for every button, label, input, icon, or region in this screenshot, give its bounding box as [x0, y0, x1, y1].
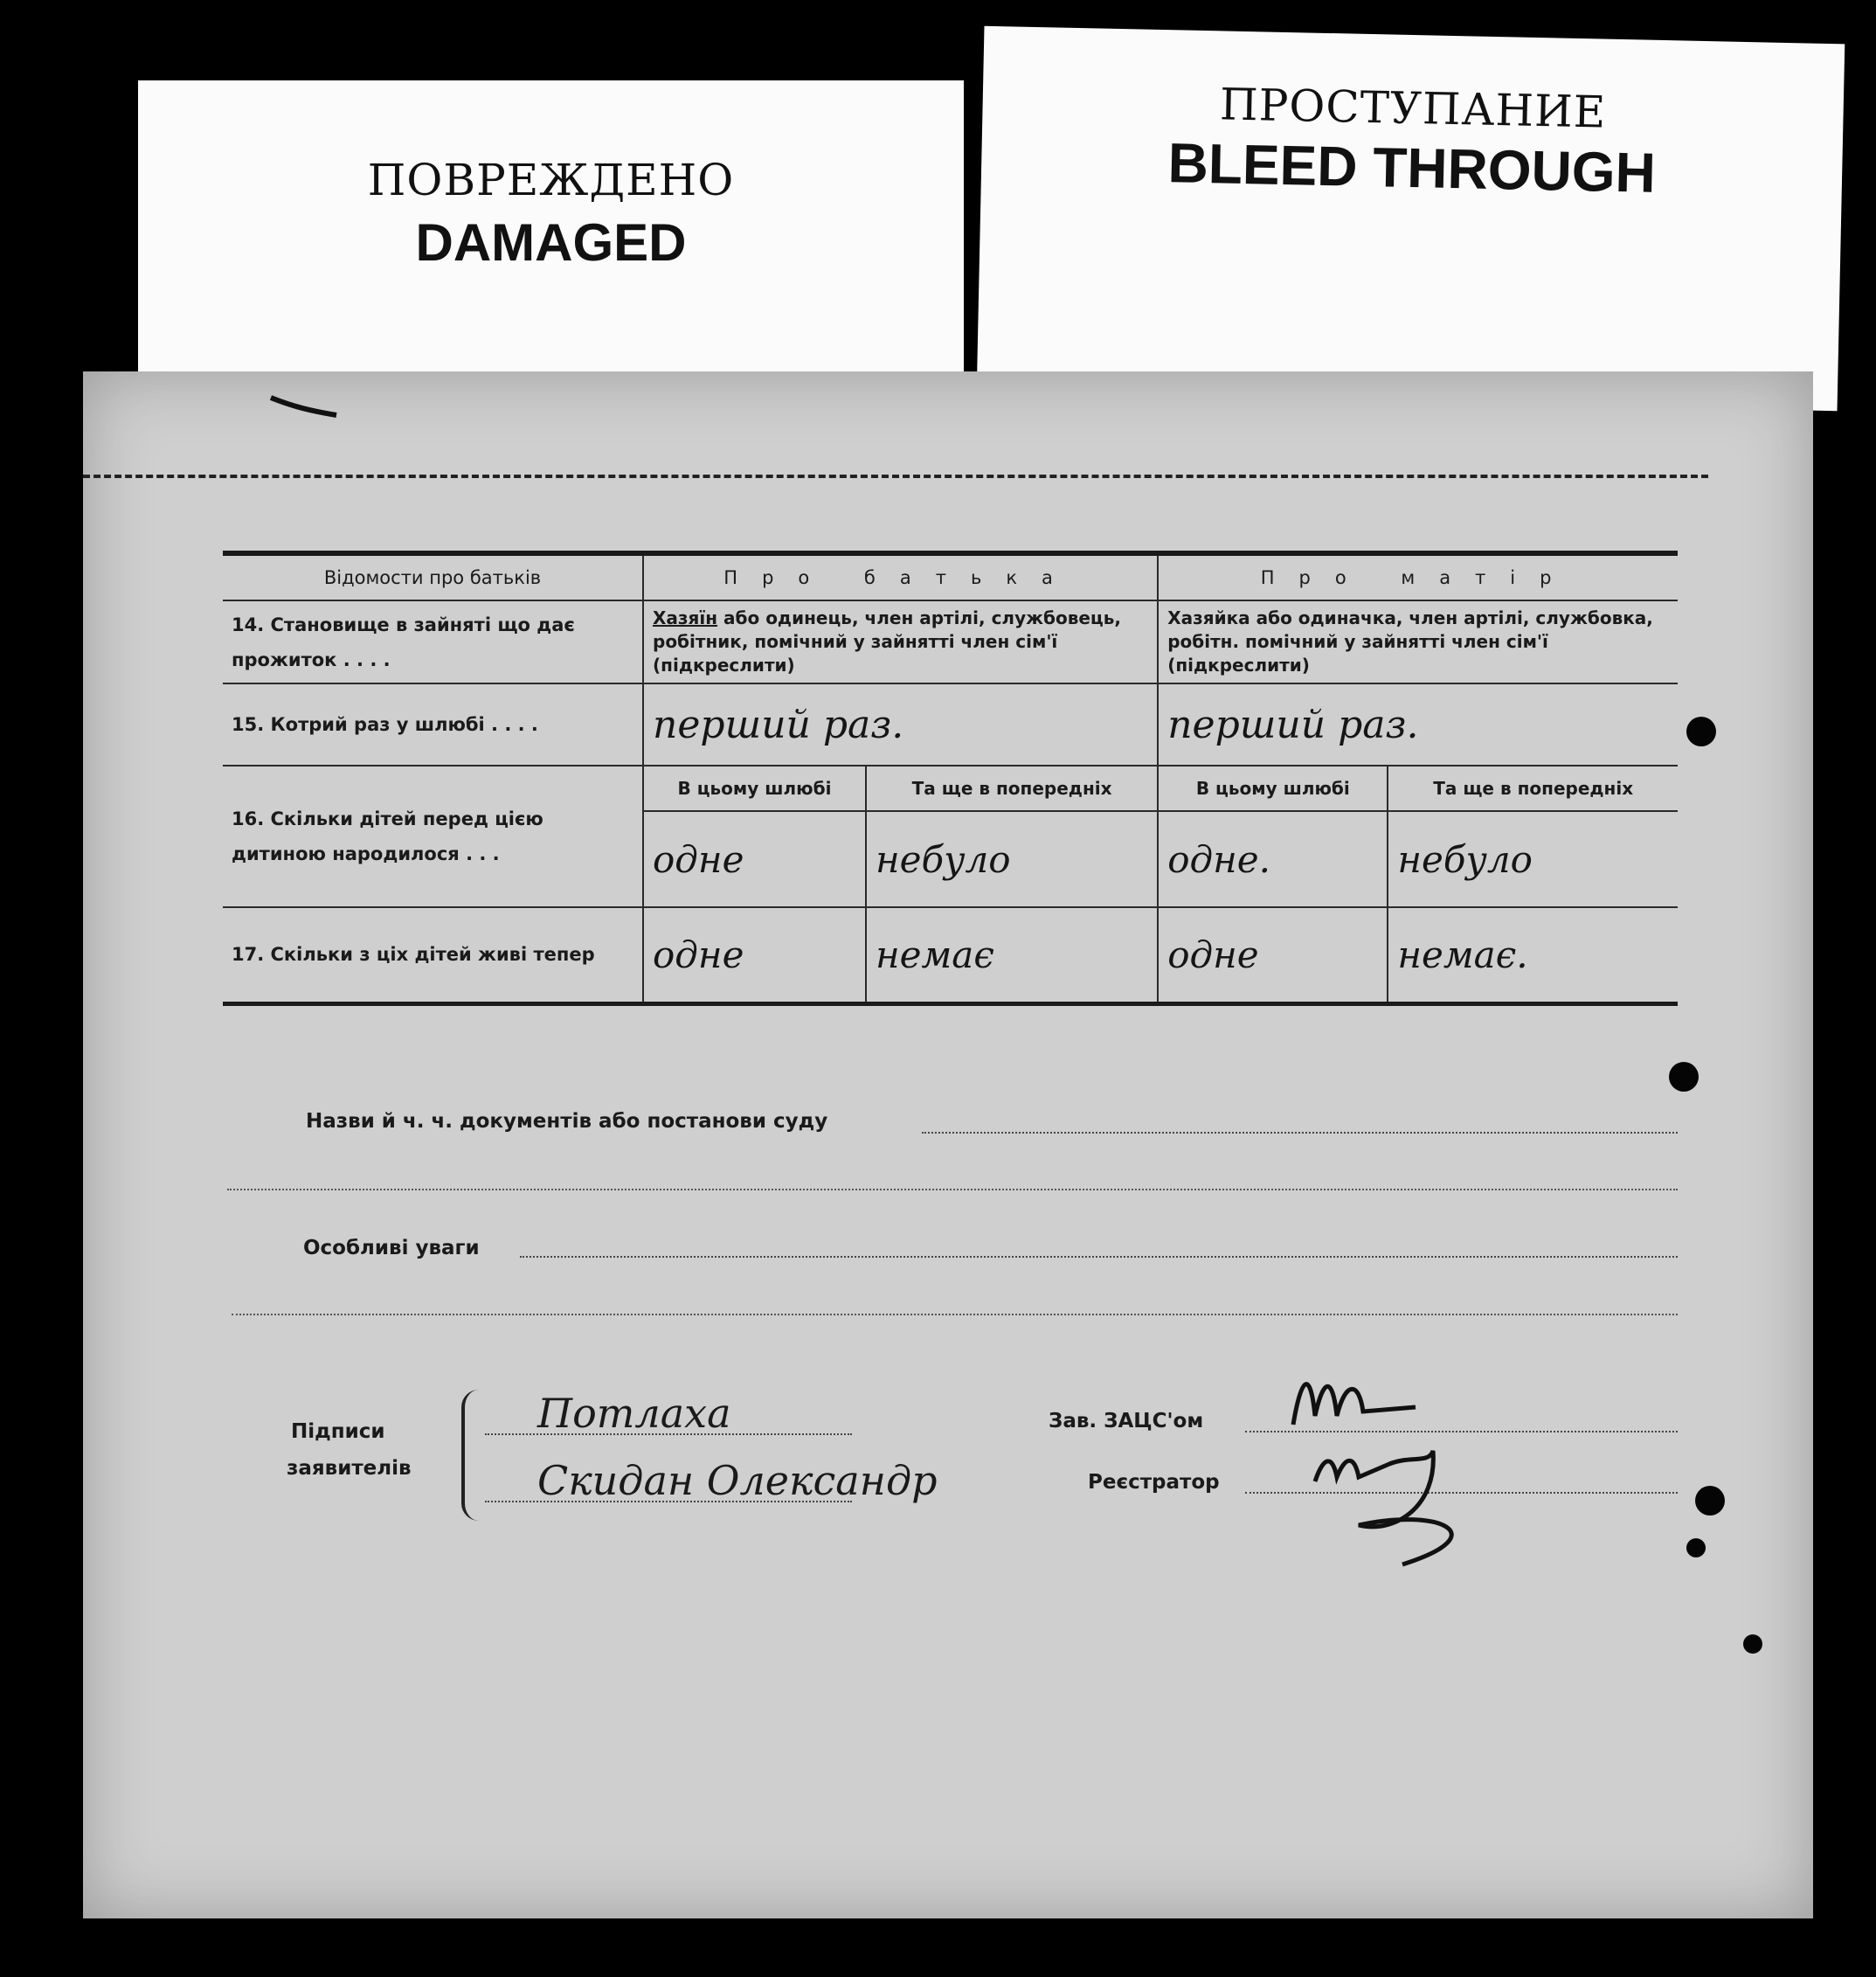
row-15-mother-hand: перший раз. [1158, 683, 1678, 766]
documents-line-2 [227, 1189, 1678, 1190]
remarks-line [520, 1256, 1678, 1258]
perforation-line [83, 475, 1708, 478]
table-row-14 [223, 600, 1678, 683]
row-16-mother-prev: небуло [1388, 811, 1678, 907]
applicant-line-2 [485, 1501, 852, 1502]
applicant-signature-2: Скидан Олександр [537, 1457, 938, 1504]
damaged-label-en: DAMAGED [415, 213, 687, 272]
form-sheet [83, 371, 1813, 1918]
row-16-father-prev: небуло [866, 811, 1158, 907]
sub-father-prev: Та ще в попередніх [866, 766, 1158, 811]
documents-line [922, 1132, 1678, 1134]
header-mother: Про матір [1158, 553, 1678, 600]
applicants-label-2: заявителів [287, 1457, 412, 1480]
binding-hole [1686, 717, 1716, 746]
zags-head-label: Зав. ЗАЦС'ом [1049, 1410, 1204, 1432]
row-15-father-hand: перший раз. [643, 683, 1158, 766]
row-16-label: 16. Скільки дітей перед цією дитиною народилося . . . [223, 766, 643, 907]
damaged-label-ru: ПОВРЕЖДЕНО [367, 155, 735, 205]
row-14-label: 14. Становище в зайняті що дає прожиток . . . . [223, 600, 643, 683]
row-16-father-this: одне [643, 811, 866, 907]
damaged-card [138, 80, 964, 395]
row-17-father-this: одне [643, 907, 866, 1003]
remarks-label: Особливі уваги [303, 1237, 480, 1259]
row-17-father-prev: немає [866, 907, 1158, 1003]
binding-hole [1686, 1538, 1706, 1557]
bleed-label-en: BLEED THROUGH [1166, 131, 1657, 205]
row-14-mother: Хазяйка або одиначка, член артілі, службовка, робітн. помічний у зайнятті член сім'ї (підкреслити) [1158, 600, 1678, 683]
row-17-label: 17. Скільки з ціх дітей живі тепер [223, 907, 643, 1003]
row-17-mother-this: одне [1158, 907, 1388, 1003]
bleed-through-card [977, 26, 1845, 412]
corner-ink-mark [267, 389, 345, 424]
sub-mother-this: В цьому шлюбі [1158, 766, 1388, 811]
row-15-label: 15. Котрий раз у шлюбі . . . . [223, 683, 643, 766]
table-header-row [223, 553, 1678, 600]
applicant-line-1 [485, 1433, 852, 1435]
sub-mother-prev: Та ще в попередніх [1388, 766, 1678, 811]
table-row-17 [223, 907, 1678, 1003]
father-status-underlined: Хазяїн [653, 607, 718, 628]
row-16-mother-this: одне. [1158, 811, 1388, 907]
documents-label: Назви й ч. ч. документів або постанови суду [306, 1110, 828, 1133]
applicants-label-1: Підписи [291, 1420, 385, 1443]
remarks-line-2 [232, 1314, 1678, 1315]
sub-father-this: В цьому шлюбі [643, 766, 866, 811]
table-row-15 [223, 683, 1678, 766]
applicant-signature-1: Потлаха [537, 1390, 731, 1437]
binding-hole [1695, 1486, 1725, 1516]
bleed-label-ru: ПРОСТУПАНИЕ [1219, 79, 1607, 138]
binding-hole [1669, 1062, 1699, 1092]
registrar-signature-mark [1306, 1429, 1507, 1578]
row-17-mother-prev: немає. [1388, 907, 1678, 1003]
header-father: Про батька [643, 553, 1158, 600]
parents-table [223, 551, 1678, 1006]
header-parents-info: Відомости про батьків [223, 553, 643, 600]
father-status-options: або одинець, член артілі, службовець, робітник, помічний у зайнятті член сім'ї (підкреслити) [653, 607, 1122, 676]
binding-hole [1743, 1634, 1762, 1654]
row-14-father [643, 600, 1158, 683]
registrar-label: Реєстратор [1088, 1471, 1220, 1494]
table-subheader-row [223, 766, 1678, 811]
